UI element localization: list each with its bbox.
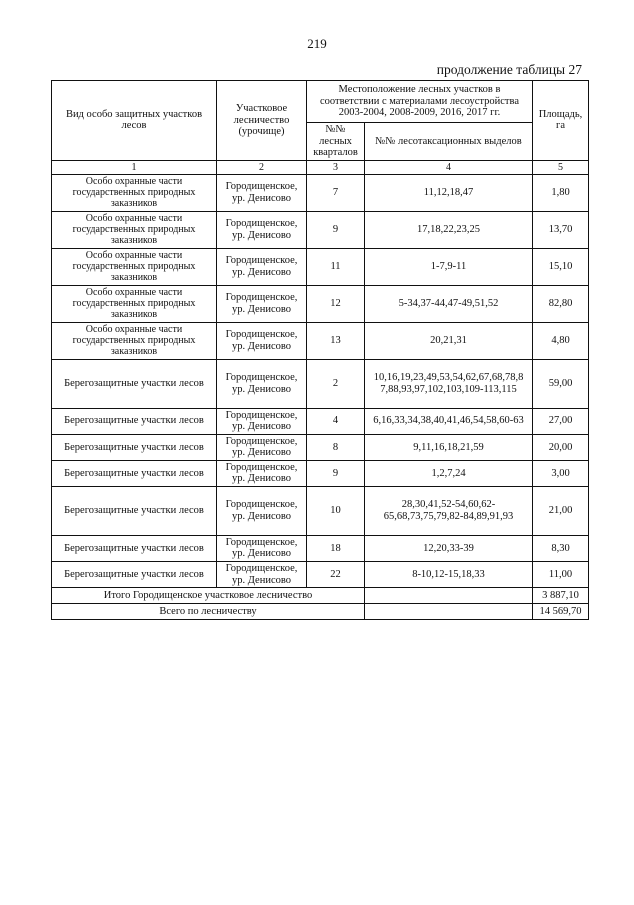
row-sections-cell: 5-34,37-44,47-49,51,52 [365, 285, 533, 322]
row-quarter-cell: 4 [307, 408, 365, 434]
page-number: 219 [307, 36, 327, 51]
table-row [52, 460, 589, 486]
row-forestry-cell: Городищенское, ур. Денисово [217, 248, 307, 285]
table-header [52, 81, 589, 175]
table-row [52, 359, 589, 408]
row-type-cell: Берегозащитные участки лесов [52, 535, 217, 561]
row-quarter-cell: 12 [307, 285, 365, 322]
row-quarter-cell: 11 [307, 248, 365, 285]
row-quarter-cell: 2 [307, 359, 365, 408]
column-number: 1 [52, 160, 217, 174]
row-type-cell: Берегозащитные участки лесов [52, 359, 217, 408]
row-quarter-cell: 9 [307, 211, 365, 248]
table-body [52, 174, 589, 587]
total-row [52, 588, 589, 604]
column-number: 4 [365, 160, 533, 174]
row-sections-cell: 20,21,31 [365, 322, 533, 359]
row-sections-cell: 12,20,33-39 [365, 535, 533, 561]
row-sections-cell: 6,16,33,34,38,40,41,46,54,58,60-63 [365, 408, 533, 434]
row-quarter-cell: 10 [307, 486, 365, 535]
row-type-cell: Особо охранные части государственных природных заказников [52, 322, 217, 359]
total-row [52, 604, 589, 620]
row-quarter-cell: 22 [307, 562, 365, 588]
row-forestry-cell: Городищенское, ур. Денисово [217, 285, 307, 322]
header-location: Местоположение лесных участков в соответствии с материалами лесоустройства 2003-2004, 2008-2009, 2016, 2017 гг. [307, 81, 533, 123]
row-area-cell: 3,00 [533, 460, 589, 486]
row-sections-cell: 9,11,16,18,21,59 [365, 434, 533, 460]
row-forestry-cell: Городищенское, ур. Денисово [217, 535, 307, 561]
row-type-cell: Берегозащитные участки лесов [52, 562, 217, 588]
row-area-cell: 27,00 [533, 408, 589, 434]
column-number: 2 [217, 160, 307, 174]
header-forestry: Участковое лесничество (урочище) [217, 81, 307, 161]
row-area-cell: 13,70 [533, 211, 589, 248]
row-type-cell: Берегозащитные участки лесов [52, 408, 217, 434]
row-area-cell: 15,10 [533, 248, 589, 285]
row-type-cell: Берегозащитные участки лесов [52, 460, 217, 486]
total-label: Итого Городищенское участковое лесничество [52, 588, 365, 604]
row-forestry-cell: Городищенское, ур. Денисово [217, 211, 307, 248]
header-type: Вид особо защитных участков лесов [52, 81, 217, 161]
table-row [52, 248, 589, 285]
table-row [52, 562, 589, 588]
row-type-cell: Особо охранные части государственных природных заказников [52, 248, 217, 285]
row-forestry-cell: Городищенское, ур. Денисово [217, 562, 307, 588]
row-quarter-cell: 7 [307, 174, 365, 211]
table-row [52, 174, 589, 211]
row-type-cell: Особо охранные части государственных природных заказников [52, 174, 217, 211]
row-area-cell: 8,30 [533, 535, 589, 561]
table-row [52, 285, 589, 322]
table-row [52, 486, 589, 535]
row-area-cell: 11,00 [533, 562, 589, 588]
row-forestry-cell: Городищенское, ур. Денисово [217, 174, 307, 211]
row-type-cell: Берегозащитные участки лесов [52, 434, 217, 460]
row-forestry-cell: Городищенское, ур. Денисово [217, 408, 307, 434]
row-forestry-cell: Городищенское, ур. Денисово [217, 460, 307, 486]
table-row [52, 408, 589, 434]
total-area: 3 887,10 [533, 588, 589, 604]
row-forestry-cell: Городищенское, ур. Денисово [217, 359, 307, 408]
row-sections-cell: 11,12,18,47 [365, 174, 533, 211]
row-area-cell: 59,00 [533, 359, 589, 408]
forest-areas-table [51, 80, 589, 620]
row-forestry-cell: Городищенское, ур. Денисово [217, 486, 307, 535]
row-sections-cell: 10,16,19,23,49,53,54,62,67,68,78,8 7,88,93,97,102,103,109-113,115 [365, 359, 533, 408]
total-empty-cell [365, 588, 533, 604]
row-type-cell: Особо охранные части государственных природных заказников [52, 211, 217, 248]
row-sections-cell: 1,2,7,24 [365, 460, 533, 486]
row-type-cell: Берегозащитные участки лесов [52, 486, 217, 535]
row-sections-cell: 17,18,22,23,25 [365, 211, 533, 248]
table-row [52, 211, 589, 248]
row-sections-cell: 1-7,9-11 [365, 248, 533, 285]
column-number: 5 [533, 160, 589, 174]
total-empty-cell [365, 604, 533, 620]
header-area: Площадь, га [533, 81, 589, 161]
row-area-cell: 82,80 [533, 285, 589, 322]
row-area-cell: 4,80 [533, 322, 589, 359]
total-area: 14 569,70 [533, 604, 589, 620]
header-sections: №№ лесотаксационных выделов [365, 123, 533, 161]
table-totals [52, 588, 589, 620]
row-forestry-cell: Городищенское, ур. Денисово [217, 322, 307, 359]
row-forestry-cell: Городищенское, ур. Денисово [217, 434, 307, 460]
row-area-cell: 21,00 [533, 486, 589, 535]
table-row [52, 434, 589, 460]
table-continuation-label: продолжение таблицы 27 [436, 62, 582, 77]
total-label: Всего по лесничеству [52, 604, 365, 620]
row-area-cell: 20,00 [533, 434, 589, 460]
row-quarter-cell: 9 [307, 460, 365, 486]
header-quarters: №№ лесных кварталов [307, 123, 365, 161]
column-number: 3 [307, 160, 365, 174]
row-area-cell: 1,80 [533, 174, 589, 211]
table-row [52, 535, 589, 561]
table-row [52, 322, 589, 359]
row-type-cell: Особо охранные части государственных природных заказников [52, 285, 217, 322]
row-quarter-cell: 13 [307, 322, 365, 359]
row-sections-cell: 28,30,41,52-54,60,62- 65,68,73,75,79,82-84,89,91,93 [365, 486, 533, 535]
row-sections-cell: 8-10,12-15,18,33 [365, 562, 533, 588]
row-quarter-cell: 8 [307, 434, 365, 460]
row-quarter-cell: 18 [307, 535, 365, 561]
